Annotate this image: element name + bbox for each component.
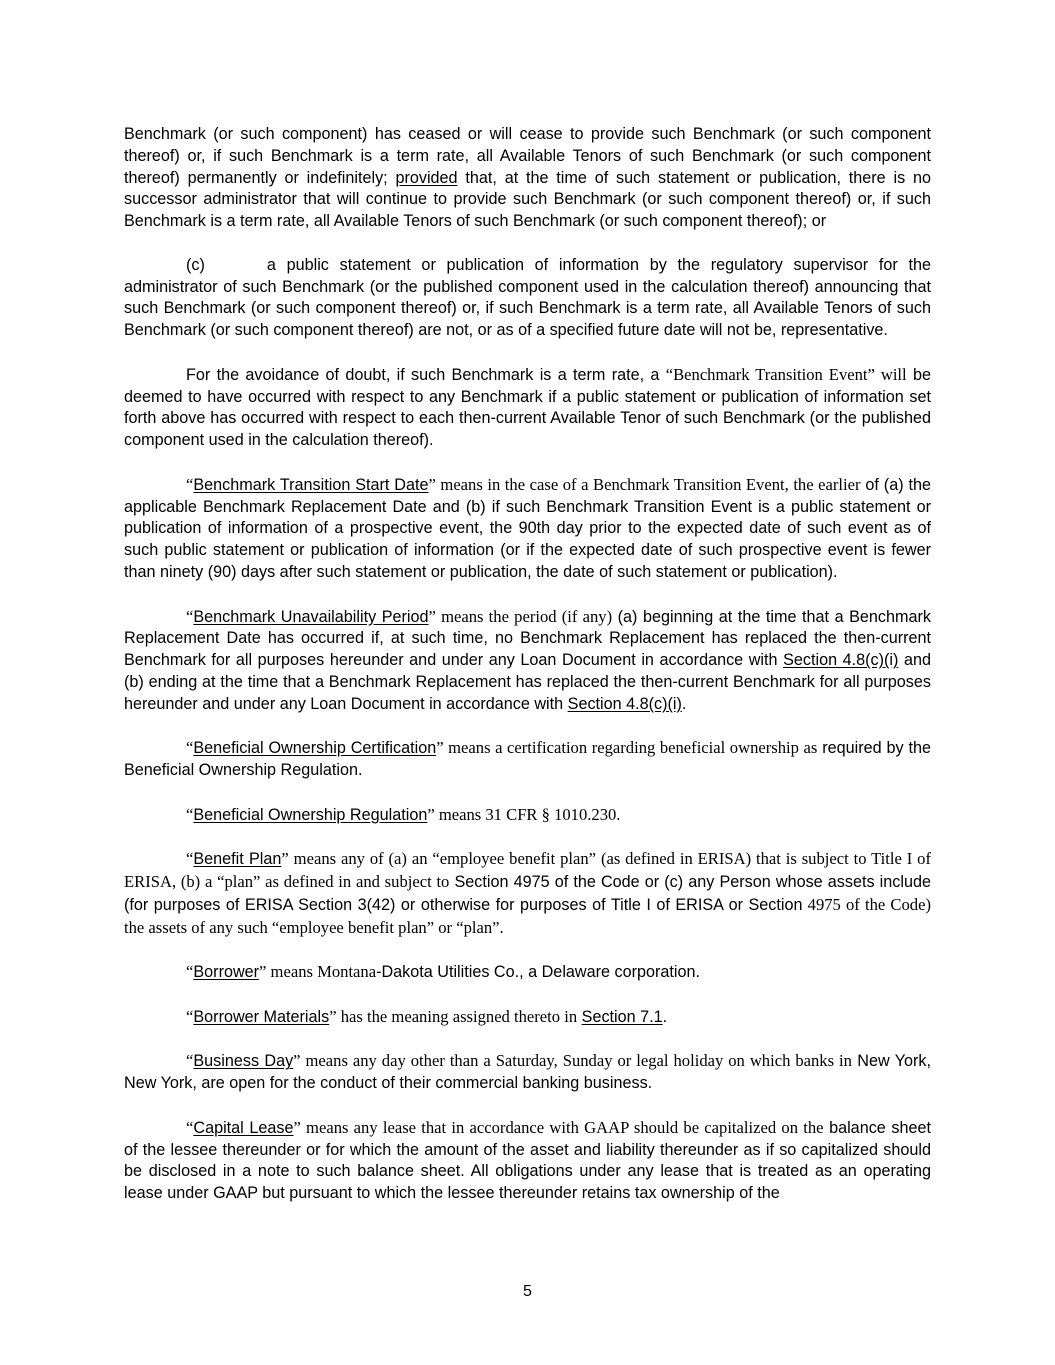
page-number: 5 — [523, 1283, 532, 1300]
definition-lead: ” means any lease that in accordance with GAAP should be capitalized on the — [293, 1117, 824, 1137]
definition-borrower-materials — [124, 1006, 931, 1029]
definition-lead: ” means 31 CFR § 1010.230. — [427, 804, 621, 824]
definition-lead: ” has the meaning assigned thereto in — [329, 1006, 578, 1026]
paragraph-text: that, at the time of such statement or publication, there is no successor administrator that will continue to provide such Benchmark (or such component thereof) or, if such Benchmark is a term rate, all Available Tenors of such Benchmark (or such component thereof); or — [124, 168, 931, 231]
defined-term: Beneficial Ownership Regulation — [193, 805, 428, 824]
quoted-term: “Benchmark Transition Event” will — [665, 364, 907, 384]
defined-term: Borrower — [193, 963, 260, 982]
definition-text: . — [681, 694, 687, 713]
section-reference-link[interactable]: Section 7.1 — [581, 1007, 663, 1026]
definition-beneficial-ownership-regulation — [124, 804, 931, 827]
definition-lead: ” means any day other than a Saturday, Sunday or legal holiday on which banks in — [293, 1051, 852, 1071]
definition-end: . — [662, 1007, 668, 1026]
definition-benchmark-unavailability-period — [124, 606, 931, 716]
defined-term: Borrower Materials — [193, 1007, 330, 1026]
definition-text: New York, New York, are open for the conduct of their commercial banking business. — [124, 1052, 931, 1093]
definition-lead: ” means in the case of a Benchmark Transition Event, the earlier — [428, 474, 861, 494]
open-quote: “ — [186, 1117, 194, 1137]
definition-text: Section 4975 of the Code or (c) any Person whose assets include (for purposes of ERISA Section 3(42) or otherwise for purposes of Title I of ERISA or Section — [124, 873, 931, 914]
definition-borrower — [124, 961, 931, 984]
definition-text: required by the Beneficial Ownership Regulation. — [124, 739, 932, 780]
defined-term: Capital Lease — [193, 1118, 294, 1137]
defined-term: Benefit Plan — [193, 850, 282, 869]
paragraph-text: be deemed to have occurred with respect to any Benchmark if a public statement or publication of information set forth above has occurred with respect to each then-current Available Tenor of such Benchmark (or the published component used in the calculation thereof). — [124, 365, 931, 450]
definition-capital-lease — [124, 1117, 931, 1205]
definition-tail: 4975 of the Code) the assets of any such “employee benefit plan” or “plan”. — [124, 894, 931, 937]
open-quote: “ — [186, 474, 194, 494]
paragraph-text: Benchmark (or such component) has ceased or will cease to provide such Benchmark (or such component thereof) or, if such Benchmark is a term rate, all Available Tenors of such Benchmark (or such component thereof) permanently or indefinitely; — [124, 125, 931, 187]
open-quote: “ — [186, 849, 194, 869]
open-quote: “ — [186, 962, 194, 982]
definition-text: of (a) the applicable Benchmark Replacement Date and (b) if such Benchmark Transition Event is a public statement or publication of information of a prospective event, the 90th day prior to the expected date of such event as of such public statement or publication of information (or if the expected date of such prospective event is fewer than ninety (90) days after such statement or publication, the date of such statement or publication). — [124, 475, 931, 581]
open-quote: “ — [186, 606, 194, 626]
definition-benefit-plan — [124, 848, 931, 939]
open-quote: “ — [186, 738, 194, 758]
section-reference-link[interactable]: Section 4.8(c)(i) — [783, 651, 899, 670]
defined-term: Benchmark Unavailability Period — [193, 607, 429, 626]
defined-term: Benchmark Transition Start Date — [193, 475, 429, 494]
definition-lead: ” means any of (a) an “employee benefit plan” (as defined in ERISA) that is subject to Title I of ERISA, (b) a “plan” as defined in and subject to — [124, 849, 932, 892]
provided-term: provided — [395, 168, 458, 187]
open-quote: “ — [186, 1006, 194, 1026]
definition-text: (a) beginning at the time that a Benchmark Replacement Date has occurred if, at such time, no Benchmark Replacement has replaced the then-current Benchmark for all purposes hereunder and under any Loan Document in accordance with — [124, 607, 931, 670]
page-body — [124, 124, 931, 1227]
definition-business-day — [124, 1050, 931, 1095]
definition-text: and (b) ending at the time that a Benchmark Replacement has replaced the then-current Benchmark for all purposes hereunder and under any Loan Document in accordance with — [124, 651, 931, 713]
paragraph-text: For the avoidance of doubt, if such Benchmark is a term rate, a — [186, 365, 666, 384]
open-quote: “ — [186, 804, 194, 824]
defined-term: Business Day — [193, 1052, 294, 1071]
definition-lead: ” means a certification regarding beneficial ownership as — [436, 738, 818, 758]
definition-lead: ” means Montana — [259, 962, 377, 982]
clause-text: a public statement or publication of information by the regulatory supervisor for the administrator of such Benchmark (or the published component used in the calculation thereof) announcing that such Benchmark (or such component thereof) or, if such Benchmark is a term rate, all Available Tenors of such Benchmark (or such component thereof) are not, or as of a specified future date will not be, representative. — [124, 255, 931, 340]
definition-text: balance sheet of the lessee thereunder or for which the amount of the asset and liability thereunder as if so capitalized should be disclosed in a note to such balance sheet. All obligations under any lease that is treated as an operating lease under GAAP but pursuant to which the lessee thereunder retains tax ownership of the — [124, 1118, 931, 1203]
clause-label: (c) — [186, 255, 205, 274]
paragraph-benchmark-cessation — [124, 124, 931, 233]
paragraph-avoidance-of-doubt — [124, 364, 931, 452]
defined-term: Beneficial Ownership Certification — [193, 739, 437, 758]
open-quote: “ — [186, 1051, 194, 1071]
paragraph-clause-c — [124, 255, 931, 342]
definition-text: -Dakota Utilities Co., a Delaware corporation. — [376, 963, 700, 982]
definition-benchmark-transition-start-date — [124, 474, 931, 584]
section-reference-link[interactable]: Section 4.8(c)(i) — [567, 694, 682, 713]
definition-lead: ” means the period (if any) — [428, 606, 613, 626]
definition-beneficial-ownership-certification — [124, 737, 931, 782]
